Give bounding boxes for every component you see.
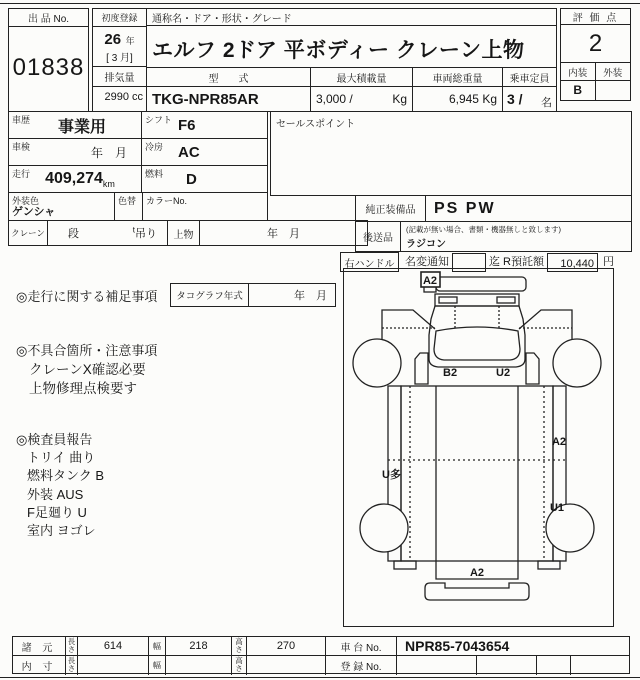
color-change-label: 色替 [118,196,137,206]
reg-divider [570,656,571,675]
first-registration-box [92,8,147,112]
exterior-color-label: 外装色 [12,196,40,206]
model-code: TKG-NPR85AR [152,91,259,108]
cooling-value: AC [178,143,200,161]
damage-label-cab-left: B2 [443,367,458,379]
inner-height-value [247,656,326,675]
payload-box [310,67,413,112]
inspector-item: F足廻り U [27,505,87,520]
truck-top-view [344,269,613,626]
inspection-row [8,138,268,166]
upper-body-year: 年 月 [199,221,367,245]
chassis-label: 車 台 No. [326,637,397,655]
height-value: 270 [247,637,326,655]
sent-later-label: 後送品 [356,222,401,251]
tachograph-value: 年 月 [294,290,327,302]
name-change-label: 名変通知 [405,256,449,268]
first-registration-year: 26 [104,31,122,48]
damage-label-rear-right: U1 [549,502,565,514]
rating-box [560,8,631,101]
lot-number-box [8,8,89,112]
capacity-box [502,67,557,112]
inner-dims-label: 内 寸 [13,656,66,675]
mileage-row [8,165,268,193]
damage-diagram [343,268,614,627]
tachograph-label: タコグラフ年式 [171,284,249,306]
exterior-label: 外装 [603,68,623,79]
history-row [8,111,268,139]
model-box [146,67,311,112]
damage-label-front: A2 [422,275,438,287]
inner-length-label: 長さ [66,656,78,675]
length-value: 614 [78,637,149,655]
gross-weight-label: 車両総重量 [413,68,502,87]
sent-later-row [355,221,632,252]
inspection-value: 年 月 [90,145,127,160]
genuine-equipment-value: PS PW [434,199,496,217]
chassis-number: NPR85-7043654 [405,638,510,654]
damage-label-bed-left: U多 [382,469,401,481]
top-rule [0,3,640,4]
inspector-item: 燃料タンク B [27,468,105,483]
damage-label-rear: A2 [469,567,485,579]
defects-title: ◎不具合箇所・注意事項 [16,343,158,358]
crane-row [8,220,368,246]
reg-divider [476,656,477,675]
genuine-equipment-row [355,195,632,222]
color-no-label: カラーNo. [146,196,188,206]
crane-lift-label: 吊り [135,228,157,240]
width-value: 218 [166,637,232,655]
deposit-amount: 10,440 [560,258,594,270]
inspector-item: トリイ 曲り [27,450,96,465]
handle-value: 右ハンドル [344,258,395,270]
inner-height-label: 高さ [232,656,247,675]
model-label: 型 式 [147,68,310,87]
capacity-unit: 名 [541,97,552,109]
registration-label: 登 録 No. [326,656,397,675]
defect-item: クレーンX確認必要 [29,362,146,377]
registration-value [397,656,629,675]
inspector-item: 外装 AUS [27,487,84,502]
sales-point-label: セールスポイント [276,119,356,130]
rating-label: 評 価 点 [561,9,630,25]
shift-label: シフト [145,115,173,125]
crane-stage: 段 [68,228,79,240]
height-label: 高さ [232,637,247,655]
exterior-grade [596,81,631,100]
inner-width-value [166,656,232,675]
deposit-prefix: 迄 R預託額 [489,256,544,268]
crane-label: クレーン [11,228,45,238]
lot-number: 01838 [12,54,85,81]
damage-label-bed-right: A2 [551,436,567,448]
vehicle-title: エルフ 2ドア 平ボディー クレーン上物 [152,39,525,62]
inspector-item: 室内 ヨゴレ [27,523,96,538]
history-label: 車歴 [12,115,31,125]
mileage-value: 409,274 [45,170,103,187]
first-registration-month: [ 3 月] [106,53,133,64]
defect-item: 上物修理点検要す [29,381,137,396]
capacity-label: 乗車定員 [503,68,556,87]
payload-label: 最大積載量 [311,68,412,87]
crane-ton-unit: t [132,225,135,235]
inner-length-value [78,656,149,675]
sales-point-box [270,111,632,196]
sent-later-value: ラジコン [406,239,446,250]
sent-later-note: (記載が無い場合、書類・機器無しと致します) [406,225,561,234]
inspector-title: ◎検査員報告 [16,432,93,447]
interior-label: 内装 [561,63,596,80]
inner-width-label: 幅 [149,656,166,675]
lot-number-label: 出 品 No. [9,9,88,27]
shift-value: F6 [178,116,196,134]
width-label: 幅 [149,637,166,655]
reg-divider [536,656,537,675]
length-label: 長さ [66,637,78,655]
displacement-value: 2990 cc [104,91,143,103]
displacement-label: 排気量 [93,67,146,87]
payload-unit: Kg [392,92,407,106]
first-registration-label: 初度登録 [93,9,146,27]
genuine-equipment-label: 純正装備品 [356,196,426,221]
yen-label: 円 [603,256,614,268]
fuel-value: D [186,170,197,188]
first-registration-year-unit: 年 [125,36,135,46]
dims-label: 諸 元 [13,637,66,655]
gross-weight-value: 6,945 Kg [448,92,497,106]
upper-body-label: 上物 [167,221,199,245]
evaluation-score: 2 [561,25,630,63]
bottom-rule [0,677,640,678]
cooling-label: 冷房 [145,142,164,152]
tachograph-box [170,283,336,307]
vehicle-name-header: 通称名・ドア・形状・グレード [147,9,556,26]
fuel-label: 燃料 [145,169,164,179]
payload-value: 3,000 / [316,92,353,106]
gross-weight-box [412,67,503,112]
exterior-color-row [8,192,268,221]
vehicle-name-box [146,8,557,68]
mileage-unit: km [102,179,115,189]
damage-label-cab-right: U2 [496,367,511,379]
dimensions-table [12,636,630,674]
history-value: 事業用 [57,118,106,136]
mileage-label: 走行 [12,169,31,179]
capacity-value: 3 / [507,91,523,107]
interior-grade: B [561,81,596,100]
exterior-color-value: ゲンシャ [12,206,56,218]
mileage-note-title: ◎走行に関する補足事項 [16,289,158,304]
inspection-label: 車検 [12,142,31,152]
